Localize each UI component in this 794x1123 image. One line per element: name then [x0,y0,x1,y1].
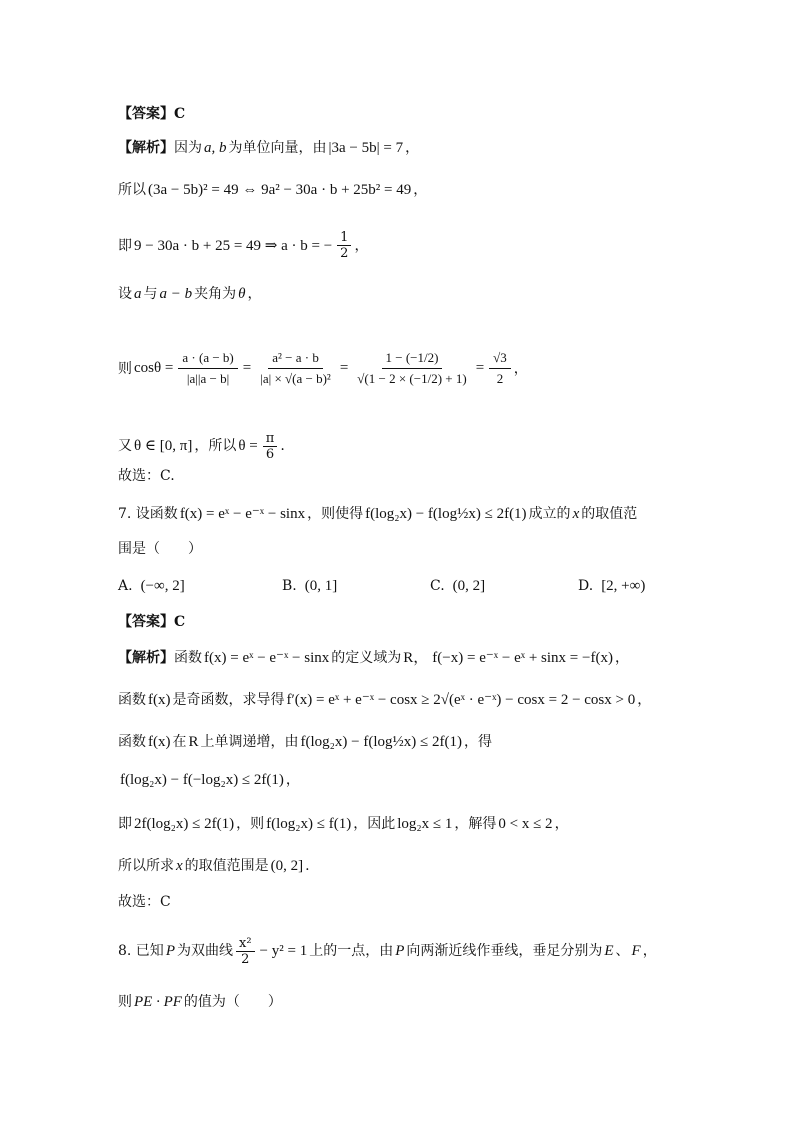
text: 的取值范围是 [184,858,269,874]
cosine-line [118,328,528,408]
text: 7. 设函数 [118,506,178,522]
point-f: F [631,943,641,959]
domain-r: R， [403,650,429,666]
dot-product-line [118,230,368,261]
text: 则 [118,994,132,1010]
text: 即 [118,237,132,254]
fraction-2: $\frac{\text{a² − a · b}}{\text{|a| × √(a − b)²}}$ [260,349,331,386]
fx: f(x) [148,734,171,750]
square-equation: (3a − 5b)² = 49 ⇔ 9a² − 30a · b + 25b² = 49 [148,182,412,198]
var-x: x [176,858,183,874]
real-r: R [188,734,199,750]
increasing-line [118,732,492,752]
punct: ， [413,182,428,198]
text: 上单调递增，由 [200,734,299,750]
punct: ， [247,286,262,302]
vectors: a, b [204,140,227,156]
step-2: f(log₂x) ≤ f(1) [266,816,352,832]
punct: ， [637,692,652,708]
cos-theta: cosθ = [134,359,174,376]
punct: ， [405,140,420,156]
function-def: f(x) = eˣ − e⁻ˣ − sinx [204,650,330,666]
text: 所以 [118,182,146,198]
text: 函数 [174,650,202,666]
explanation-label: 【解析】 [118,140,174,156]
question-7-cont: 围是（ ） [118,541,202,557]
odd-check: f(−x) = e⁻ˣ − eˣ + sinx = −f(x) [432,650,613,666]
text: 因为 [174,140,202,156]
fraction: $\frac{1}{2}$ [337,230,351,261]
inequality: f(log₂x) − f(log½x) ≤ 2f(1) [300,734,462,750]
text: 所以所求 [118,858,174,874]
text: ，解得 [454,816,497,832]
vector-diff: a − b [159,286,193,302]
option-a[interactable]: A. (−∞, 2] [118,578,185,594]
log-inequality: f(log₂x) − f(−log₂x) ≤ 2f(1) [120,772,284,788]
text: ，所以 [194,438,237,454]
text: 8. 已知 [118,943,164,959]
text: 则 [118,361,132,377]
punct: ， [513,361,528,377]
theta-range: θ ∈ [0, π] [134,438,193,454]
answer-1: 【答案】C [118,106,186,122]
choice-2: 故选：C [118,894,171,910]
text: 的值为（ ） [183,994,282,1010]
question-8-cont [118,992,282,1012]
text: ，因此 [353,816,396,832]
result-line [118,856,310,876]
text: 成立的 [528,506,571,522]
option-b[interactable]: B. (0, 1] [282,578,338,594]
choice-1: 故选：C. [118,468,175,484]
punct: ， [614,650,629,666]
vector-a: a [134,286,142,302]
equals: = [339,359,349,376]
text: 与 [143,286,158,302]
text: ， [642,943,657,959]
theta: θ [238,286,246,302]
text: 设 [118,286,132,302]
derivative: f′(x) = eˣ + e⁻ˣ − cosx ≥ 2√(eˣ · e⁻ˣ) − cosx = 2 − cosx > 0 [286,692,636,708]
equals: = [475,359,485,376]
text: 为单位向量，由 [228,140,327,156]
question-8 [118,934,657,968]
explanation-2-line [118,648,629,668]
step-3: log₂x ≤ 1 [397,816,453,832]
norm-equation: |3a − 5b| = 7 [328,140,404,156]
fraction-x2-2: $\frac{\text{x²}}{2}$ [236,936,255,967]
fraction-4: $\frac{√3}{2}$ [489,350,511,387]
text: 在 [172,734,187,750]
var-x: x [572,506,580,522]
punct: ， [354,237,369,254]
function-def: f(x) = eˣ − e⁻ˣ − sinx [179,506,306,522]
equals: = [242,359,252,376]
point-p: P [395,943,405,959]
punct: . [305,858,310,874]
fx: f(x) [148,692,171,708]
explanation-label: 【解析】 [118,650,174,666]
text: ，得 [463,734,492,750]
step-4: 0 < x ≤ 2 [498,816,553,832]
text: ，则使得 [307,506,364,522]
punct: ， [285,772,300,788]
hyperbola: − y² = 1 [259,943,308,959]
punct: . [280,438,285,454]
text: 、 [615,943,630,959]
point-e: E [604,943,614,959]
solve-line [118,814,569,834]
square-line [118,180,427,200]
text: 的取值范 [581,506,638,522]
text: 又 [118,438,132,454]
text: 上的一点，由 [309,943,394,959]
text: 函数 [118,734,146,750]
option-c[interactable]: C. (0, 2] [430,578,486,594]
explanation-1-line [118,138,419,158]
option-d[interactable]: D. [2, +∞) [578,578,646,594]
fraction-1: $\frac{a \cdot (a - b)}{|a||a - b|}$ [178,350,237,387]
answer-2: 【答案】C [118,614,186,630]
interval: (0, 2] [270,858,304,874]
text: 即 [118,816,132,832]
text: 夹角为 [194,286,237,302]
dot-equation: 9 − 30a · b + 25 = 49 ⇒ a · b = − [134,237,333,254]
punct: ， [554,816,569,832]
question-7 [118,504,637,524]
theta-eq: θ = [238,438,258,454]
derivative-line [118,690,651,710]
angle-line [118,284,262,304]
vector-product: PE · PF [134,994,182,1010]
inequality: f(log₂x) − f(log½x) ≤ 2f(1) [365,506,527,522]
step-1: 2f(log₂x) ≤ 2f(1) [134,816,235,832]
text: 为双曲线 [176,943,233,959]
fraction-3: $\frac{1 - (-1/2)}{√(1 - 2 \times (-1/2) + 1)}$ [357,349,467,386]
log-line [118,770,300,790]
text: 函数 [118,692,146,708]
point-p: P [165,943,175,959]
text: ，则 [236,816,265,832]
range-line [118,430,285,462]
text: 向两渐近线作垂线，垂足分别为 [406,943,603,959]
text: 的定义域为 [331,650,402,666]
fraction-pi-6: $\frac{\pi}{6}$ [263,431,278,462]
text: 是奇函数，求导得 [172,692,285,708]
